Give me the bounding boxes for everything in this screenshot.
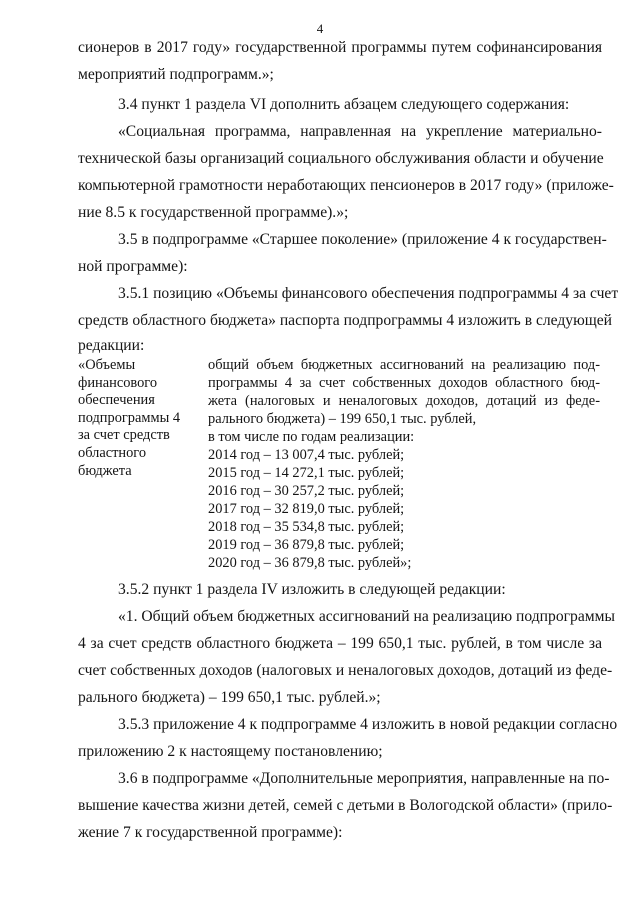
text-line: жение 7 к государственной программе): — [78, 824, 343, 841]
table-right-line: 2015 год – 14 272,1 тыс. рублей; — [208, 465, 405, 481]
table-right-line: 2017 год – 32 819,0 тыс. рублей; — [208, 501, 405, 517]
text-line: редакции: — [78, 337, 145, 354]
table-right-line: рального бюджета) – 199 650,1 тыс. рублей, — [208, 411, 477, 427]
table-right-line: в том числе по годам реализации: — [208, 429, 415, 445]
text-line: «Социальная программа, направленная на укрепление материально- — [118, 123, 602, 140]
table-left-line: «Объемы — [78, 357, 136, 373]
text-line: 3.4 пункт 1 раздела VI дополнить абзацем следующего содержания: — [118, 96, 570, 113]
text-line: 4 за счет средств областного бюджета – 199 650,1 тыс. рублей, в том числе за — [78, 635, 602, 652]
text-line: ние 8.5 к государственной программе).»; — [78, 204, 349, 221]
text-line: 3.6 в подпрограмме «Дополнительные мероприятия, направленные на по- — [118, 770, 610, 787]
text-line: вышение качества жизни детей, семей с детьми в Вологодской области» (прило- — [78, 797, 613, 814]
table-right-line: 2016 год – 30 257,2 тыс. рублей; — [208, 483, 405, 499]
text-line: мероприятий подпрограмм.»; — [78, 66, 274, 83]
text-line: «1. Общий объем бюджетных ассигнований на реализацию подпрограммы — [118, 608, 615, 625]
table-right-line: 2020 год – 36 879,8 тыс. рублей»; — [208, 555, 412, 571]
text-line: 3.5 в подпрограмме «Старшее поколение» (приложение 4 к государствен- — [118, 231, 607, 248]
text-line: 3.5.1 позицию «Объемы финансового обеспечения подпрограммы 4 за счет — [118, 285, 619, 302]
text-line: компьютерной грамотности неработающих пенсионеров в 2017 году» (приложе- — [78, 177, 614, 194]
text-line: 3.5.3 приложение 4 к подпрограмме 4 изложить в новой редакции согласно — [118, 716, 618, 733]
text-line: приложению 2 к настоящему постановлению; — [78, 743, 383, 760]
table-right-line: жета (налоговых и неналоговых доходов, дотаций из феде- — [208, 393, 600, 409]
table-left-line: областного — [78, 444, 147, 461]
table-left-line: подпрограммы 4 — [78, 409, 181, 426]
table-right-line: общий объем бюджетных ассигнований на реализацию под- — [208, 357, 600, 373]
text-line: технической базы организаций социального обслуживания области и обучение — [78, 150, 604, 167]
table-left-line: за счет средств — [78, 427, 170, 444]
table-right-line: программы 4 за счет собственных доходов областного бюд- — [208, 375, 600, 391]
text-line: сионеров в 2017 году» государственной программы путем софинансирования — [78, 39, 602, 56]
table-left-column — [78, 357, 208, 480]
text-line: средств областного бюджета» паспорта подпрограммы 4 изложить в следующей — [78, 312, 613, 329]
text-line: 3.5.2 пункт 1 раздела IV изложить в следующей редакции: — [118, 581, 506, 598]
table-left-line: финансового — [78, 374, 158, 391]
table-left-line: бюджета — [78, 462, 132, 479]
table-left-line: обеспечения — [78, 392, 155, 409]
text-line: рального бюджета) – 199 650,1 тыс. рублей.»; — [78, 689, 381, 706]
text-line: ной программе): — [78, 258, 188, 275]
table-right-line: 2019 год – 36 879,8 тыс. рублей; — [208, 537, 405, 553]
table-right-line: 2014 год – 13 007,4 тыс. рублей; — [208, 447, 405, 463]
text-line: счет собственных доходов (налоговых и неналоговых доходов, дотаций из феде- — [78, 662, 613, 679]
page-number: 4 — [316, 21, 324, 36]
table-right-line: 2018 год – 35 534,8 тыс. рублей; — [208, 519, 405, 535]
